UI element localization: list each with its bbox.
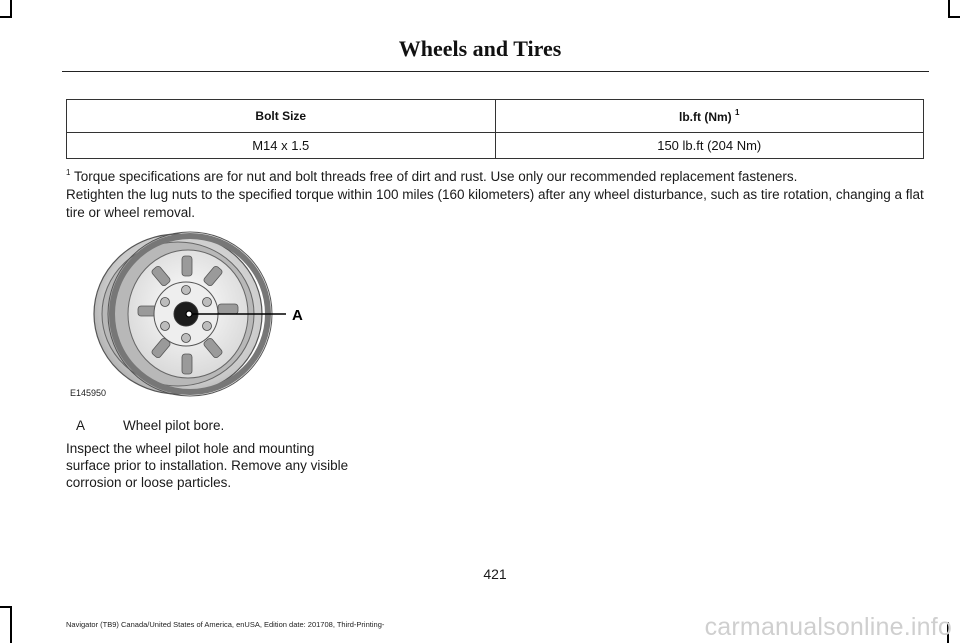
crop-mark-top-right-h xyxy=(948,16,960,18)
figure-id: E145950 xyxy=(70,388,107,398)
footnote-ref: 1 xyxy=(735,108,740,117)
footnote-marker: 1 xyxy=(66,168,71,177)
header-divider xyxy=(62,71,929,72)
column-header-torque xyxy=(495,100,924,133)
bolt-size-cell: M14 x 1.5 xyxy=(67,133,496,159)
crop-mark-bottom-left-v xyxy=(10,606,12,643)
wheel-illustration xyxy=(66,226,338,404)
inspect-paragraph: Inspect the wheel pilot hole and mounting surface prior to installation. Remove any visible corrosion or loose particles. xyxy=(66,441,349,490)
footer-text: Navigator (TB9) Canada/United States of America, enUSA, Edition date: 201708, Third-Printing- xyxy=(66,620,385,629)
watermark: carmanualsonline.info xyxy=(704,613,952,641)
pilot-bore-marker xyxy=(186,311,192,317)
page-number: 421 xyxy=(483,566,507,582)
table-row xyxy=(67,133,924,159)
crop-mark-top-left-h xyxy=(0,16,12,18)
table-footnote xyxy=(66,164,926,186)
torque-spec-table xyxy=(66,99,924,159)
callout-label: A xyxy=(292,307,303,324)
table-header-row xyxy=(67,100,924,133)
crop-mark-bottom-left-h xyxy=(0,606,12,608)
legend-key: A xyxy=(76,418,86,433)
legend-text: Wheel pilot bore. xyxy=(123,418,225,433)
footnote-text: Torque specifications are for nut and bolt threads free of dirt and rust. Use only our recommended replacement fasteners. xyxy=(73,169,798,184)
page-title: Wheels and Tires xyxy=(398,36,562,61)
column-header-torque-label: lb.ft (Nm) xyxy=(679,110,732,124)
retighten-paragraph: Retighten the lug nuts to the specified torque within 100 miles (160 kilometers) after any wheel disturbance, such as tire rotation, changing a flat tire or wheel removal. xyxy=(66,187,924,220)
torque-cell: 150 lb.ft (204 Nm) xyxy=(495,133,924,159)
column-header-bolt-size: Bolt Size xyxy=(67,100,496,133)
